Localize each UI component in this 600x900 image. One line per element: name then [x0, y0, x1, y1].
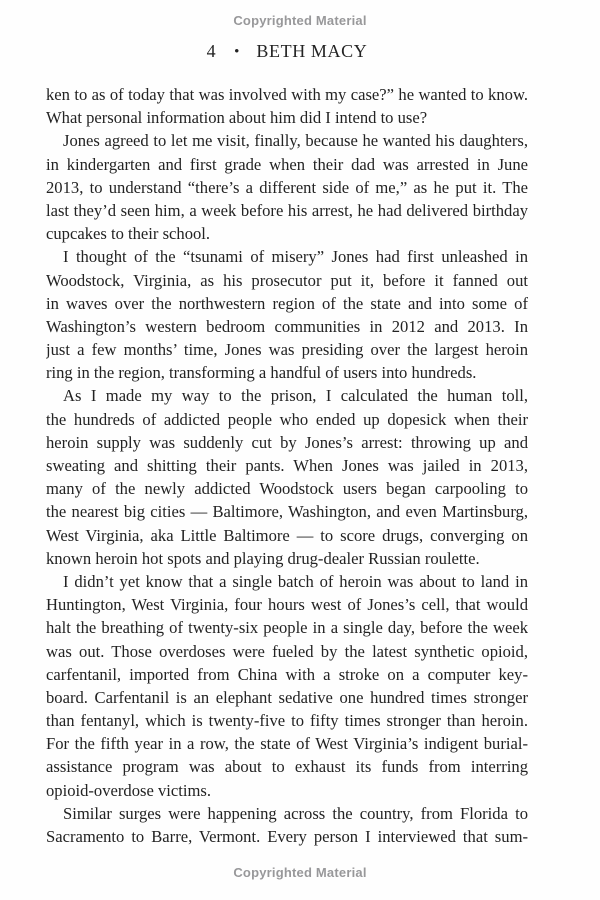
- text-line: I thought of the “tsunami of misery” Jones had first unleashed in: [63, 247, 528, 267]
- text-line: 2013, to understand “there’s a different side of me,” as he put it. The: [46, 177, 528, 197]
- text-line: in waves over the northwestern region of the state and into some of: [46, 293, 528, 313]
- text-line: board. Carfentanil is an elephant sedative one hundred times stronger: [46, 687, 528, 707]
- text-line: As I made my way to the prison, I calculated the human toll,: [63, 386, 528, 406]
- text-line: Sacramento to Barre, Vermont. Every person I interviewed that sum-: [46, 827, 528, 846]
- text-line: Jones agreed to let me visit, finally, because he wanted his daughters,: [63, 131, 528, 151]
- text-line: Similar surges were happening across the country, from Florida to: [63, 803, 528, 823]
- text-line: ken to as of today that was involved with my case?” he wanted to know.: [46, 85, 528, 104]
- text-line: For the fifth year in a row, the state of West Virginia’s indigent burial-: [46, 734, 528, 754]
- text-line: in kindergarten and first grade when their dad was arrested in June: [46, 154, 528, 174]
- text-line: Huntington, West Virginia, four hours west of Jones’s cell, that would: [46, 595, 528, 615]
- text-line: I didn’t yet know that a single batch of heroin was about to land in: [63, 571, 528, 591]
- text-line: halt the breathing of twenty-six people in a single day, before the week: [46, 618, 528, 638]
- text-line: assistance program was about to exhaust its funds from interring: [46, 757, 528, 777]
- text-line: West Virginia, aka Little Baltimore — to score drugs, converging on: [46, 525, 528, 545]
- text-line: the hundreds of addicted people who ended up dopesick when their: [46, 409, 528, 429]
- text-line: What personal information about him did I intend to use?: [46, 108, 428, 128]
- text-line: sweating and shitting their pants. When Jones was jailed in 2013,: [46, 456, 528, 475]
- text-line: many of the newly addicted Woodstock users began carpooling to: [46, 479, 528, 499]
- author-name: BETH MACY: [256, 41, 368, 61]
- text-line: than fentanyl, which is twenty-five to fifty times stronger than heroin.: [46, 711, 528, 731]
- text-line: ring in the region, transforming a handful of users into hundreds.: [46, 363, 477, 383]
- text-line: Woodstock, Virginia, as his prosecutor put it, before it fanned out: [46, 270, 528, 290]
- text-line: cupcakes to their school.: [46, 224, 211, 244]
- text-line: opioid-overdose victims.: [46, 780, 211, 800]
- text-line: just a few months’ time, Jones was presiding over the largest heroin: [46, 340, 528, 360]
- text-line: was out. Those overdoses were fueled by the latest synthetic opioid,: [46, 641, 528, 661]
- running-head: [46, 41, 528, 62]
- copyright-notice-top: Copyrighted Material: [233, 13, 367, 28]
- text-line: the nearest big cities — Baltimore, Washington, and even Martinsburg,: [46, 502, 528, 522]
- copyright-notice-bottom: Copyrighted Material: [233, 865, 367, 880]
- text-line: known heroin hot spots and playing drug-dealer Russian roulette.: [46, 548, 480, 568]
- bullet-separator-icon: •: [234, 44, 240, 60]
- text-line: heroin supply was suddenly cut by Jones’s arrest: throwing up and: [46, 432, 528, 452]
- text-line: carfentanil, imported from China with a stroke on a computer key-: [46, 664, 528, 684]
- page-body: [46, 83, 528, 848]
- text-line: Washington’s western bedroom communities in 2012 and 2013. In: [46, 316, 528, 336]
- page-number: 4: [206, 41, 217, 61]
- text-line: last they’d seen him, a week before his arrest, he had delivered birthday: [46, 200, 528, 220]
